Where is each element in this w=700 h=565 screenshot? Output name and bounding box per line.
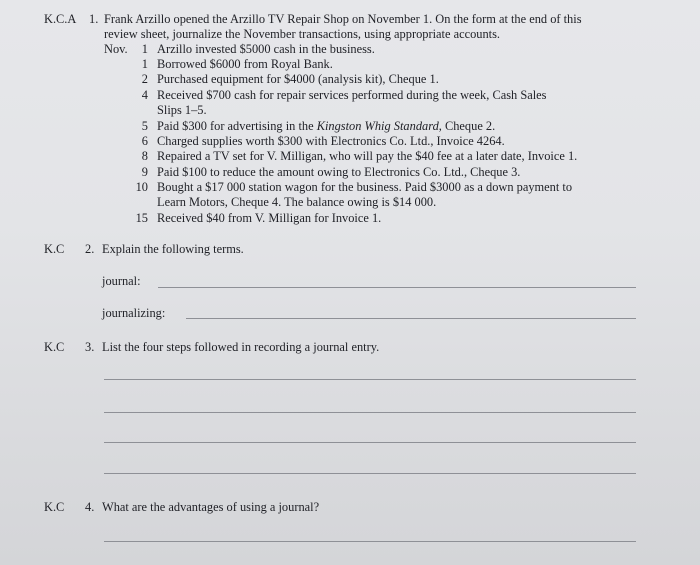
answer-line-advantages[interactable] <box>104 541 636 542</box>
term-journalizing-label: journalizing: <box>102 306 166 320</box>
transaction-day: 9 <box>141 165 148 179</box>
newspaper-name: Kingston Whig Standard <box>316 119 439 133</box>
answer-line-step-4[interactable] <box>104 473 636 474</box>
transaction-day: 6 <box>141 134 148 148</box>
q4-code: K.C <box>44 500 65 514</box>
q4-text: What are the advantages of using a journal? <box>102 500 320 514</box>
q2-code: K.C <box>44 242 65 256</box>
transaction-text-continued: Learn Motors, Cheque 4. The balance owing is $14 000. <box>157 195 437 209</box>
transaction-text-post: , Cheque 2. <box>438 119 496 133</box>
transaction-text: Purchased equipment for $4000 (analysis kit), Cheque 1. <box>157 72 439 86</box>
answer-line-step-1[interactable] <box>104 379 636 380</box>
q4-number: 4. <box>85 500 95 514</box>
transaction-day: 8 <box>141 149 148 163</box>
transaction-text: Paid $100 to reduce the amount owing to Electronics Co. Ltd., Cheque 3. <box>157 165 521 179</box>
term-journal-label: journal: <box>102 274 141 288</box>
transaction-text: Repaired a TV set for V. Milligan, who will pay the $40 fee at a later date, Invoice 1. <box>157 149 578 163</box>
transaction-text: Received $40 from V. Milligan for Invoice 1. <box>157 211 382 225</box>
transaction-day: 2 <box>141 72 148 86</box>
transaction-text: Arzillo invested $5000 cash in the business. <box>157 42 375 56</box>
month-label: Nov. <box>104 42 128 56</box>
q1-intro-line-2: review sheet, journalize the November transactions, using appropriate accounts. <box>104 27 501 41</box>
transaction-text: Bought a $17 000 station wagon for the business. Paid $3000 as a down payment to <box>157 180 573 194</box>
answer-line-journalizing[interactable] <box>186 318 636 319</box>
q1-code: K.C.A <box>44 12 77 26</box>
answer-line-journal[interactable] <box>158 287 636 288</box>
transaction-text-continued: Slips 1–5. <box>157 103 207 117</box>
transaction-text: Borrowed $6000 from Royal Bank. <box>157 57 333 71</box>
q1-intro-line-1: Frank Arzillo opened the Arzillo TV Repair Shop on November 1. On the form at the end of this <box>104 12 582 26</box>
answer-line-step-3[interactable] <box>104 442 636 443</box>
answer-line-step-2[interactable] <box>104 412 636 413</box>
q1-number: 1. <box>89 12 99 26</box>
q3-code: K.C <box>44 340 65 354</box>
transaction-day: 1 <box>141 57 148 71</box>
transaction-text <box>157 119 495 134</box>
q2-text: Explain the following terms. <box>102 242 244 256</box>
transaction-text: Received $700 cash for repair services performed during the week, Cash Sales <box>157 88 547 102</box>
transaction-day: 10 <box>135 180 148 194</box>
transaction-day: 5 <box>141 119 148 133</box>
transaction-day: 1 <box>141 42 148 56</box>
transaction-day: 4 <box>141 88 148 102</box>
q2-number: 2. <box>85 242 95 256</box>
q3-number: 3. <box>85 340 95 354</box>
transaction-day: 15 <box>135 211 148 225</box>
transaction-text-pre: Paid $300 for advertising in the <box>157 119 317 133</box>
transaction-text: Charged supplies worth $300 with Electronics Co. Ltd., Invoice 4264. <box>157 134 505 148</box>
q3-text: List the four steps followed in recording a journal entry. <box>102 340 380 354</box>
